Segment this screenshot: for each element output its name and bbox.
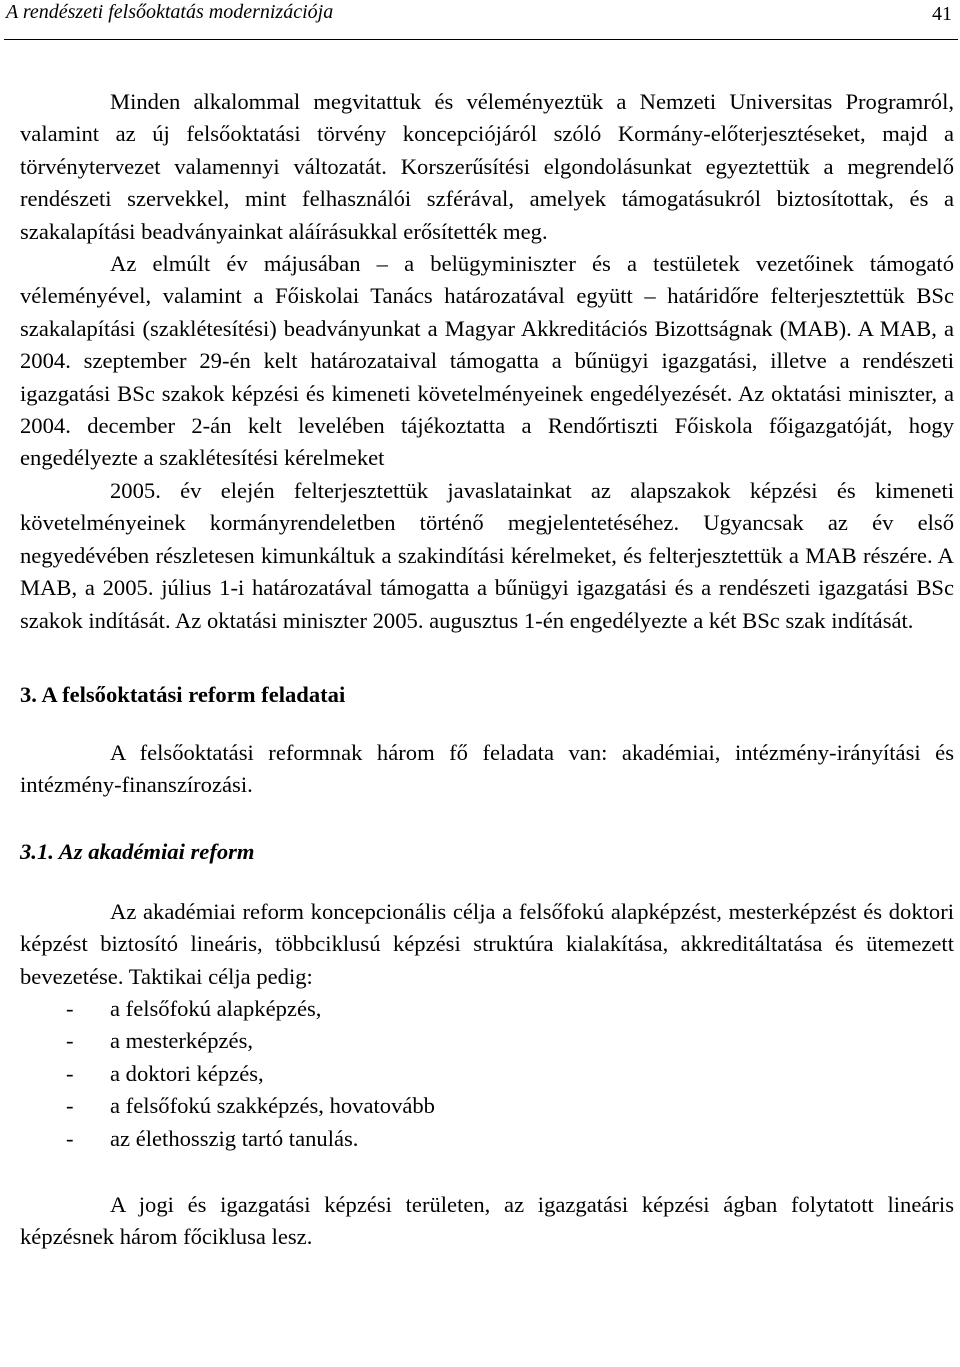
- list-item: - a mesterképzés,: [20, 1025, 954, 1057]
- paragraph-academic-reform: Az akadémiai reform koncepcionális célja a felsőfokú alapképzést, mesterképzést és doktori képzést biztosító lineáris, többciklusú képzési struktúra kialakítása, akkreditáltatása és ütemezett bevezetése. Taktikai célja pedig:: [20, 898, 954, 989]
- paragraph-reform-tasks: A felsőoktatási reformnak három fő feladata van: akadémiai, intézmény-irányítási és intézmény-finanszírozási.: [20, 739, 954, 798]
- list-dash: -: [66, 1125, 74, 1151]
- list-dash: -: [66, 1060, 74, 1086]
- paragraph-linear-training: A jogi és igazgatási képzési területen, az igazgatási képzési ágban folytatott lineáris képzésnek három főciklusa lesz.: [20, 1191, 954, 1250]
- goal-list: [20, 993, 954, 1155]
- list-dash: -: [66, 1093, 74, 1119]
- header-divider: [4, 39, 958, 40]
- section-heading: 3. A felsőoktatási reform feladatai: [20, 681, 346, 707]
- paragraph-accreditation: Az elmúlt év májusában – a belügyminiszter és a testületek vezetőinek támogató véleményével, valamint a Főiskolai Tanács határozatával együtt – határidőre felterjesztettük BSc szakalapítási (szaklétesítési) beadványunkat a Magyar Akkreditációs Bizottságnak (MAB). A MAB, a 2004. szeptember 29-én kelt határozataival támogatta a bűnügyi igazgatási, illetve a rendészeti igazgatási BSc szakok képzési és kimeneti követelményeinek engedélyezését. Az oktatási miniszter, a 2004. december 2-án kelt levelében tájékoztatta a Rendőrtiszti Főiskola főigazgatóját, hogy engedélyezte a szaklétesítési kérelmeket: [20, 251, 954, 471]
- subsection-heading: 3.1. Az akadémiai reform: [20, 838, 255, 864]
- running-title: A rendészeti felsőoktatás modernizációja: [6, 1, 334, 23]
- list-item: - a felsőfokú alapképzés,: [20, 993, 954, 1025]
- list-dash: -: [66, 995, 74, 1021]
- list-dash: -: [66, 1028, 74, 1054]
- page-number: 41: [932, 3, 952, 25]
- page-header: [0, 0, 960, 38]
- paragraph-consultations: Minden alkalommal megvitattuk és véleményeztük a Nemzeti Universitas Programról, valamint az új felsőoktatási törvény koncepciójáról szóló Kormány-előterjesztéseket, majd a törvénytervezet valamennyi változatát. Korszerűsítési elgondolásunkat egyeztettük a megrendelő rendészeti szervekkel, mint felhasználói szférával, amelyek támogatásukról biztosítottak, és a szakalapítási beadványainkat aláírásukkal erősítették meg.: [20, 89, 954, 244]
- list-item: - a felsőfokú szakképzés, hovatovább: [20, 1090, 954, 1122]
- document-body: [20, 86, 954, 1254]
- list-item: - az élethosszig tartó tanulás.: [20, 1123, 954, 1155]
- list-item: - a doktori képzés,: [20, 1058, 954, 1090]
- paragraph-launch: 2005. év elején felterjesztettük javaslatainkat az alapszakok képzési és kimeneti követelményeinek kormányrendeletben történő megjelentetéséhez. Ugyancsak az év első negyedévében részletesen kimunkáltuk a szakindítási kérelmeket, és felterjesztettük a MAB részére. A MAB, a 2005. július 1-i határozatával támogatta a bűnügyi igazgatási és a rendészeti igazgatási BSc szakok indítását. Az oktatási miniszter 2005. augusztus 1-én engedélyezte a két BSc szak indítását.: [20, 477, 954, 633]
